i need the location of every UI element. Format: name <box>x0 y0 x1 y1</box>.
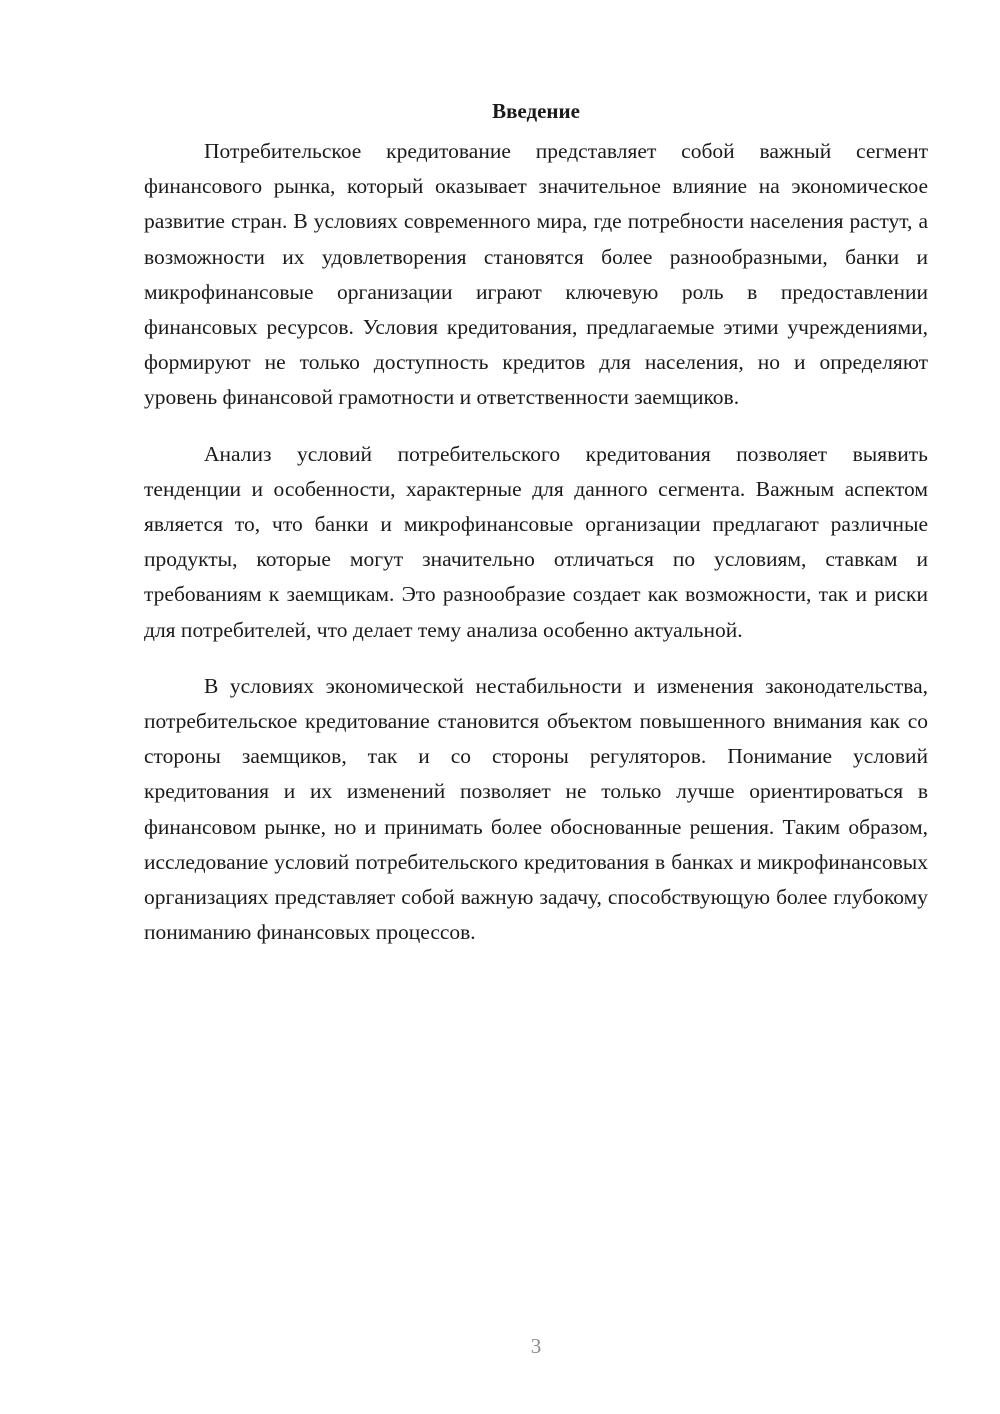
page-body <box>144 98 928 971</box>
paragraph-3: В условиях экономической нестабильности и изменения законодательства, потребительское кредитование становится объектом повышенного внимания как со стороны заемщиков, так и со стороны регуляторов. Понимание условий кредитования и их изменений позволяет не только лучше ориентироваться в финансовом рынке, но и принимать более обоснованные решения. Таким образом, исследование условий потребительского кредитования в банках и микрофинансовых организациях представляет собой важную задачу, способствующую более глубокому пониманию финансовых процессов. <box>144 673 928 945</box>
paragraph-2: Анализ условий потребительского кредитования позволяет выявить тенденции и особенности, характерные для данного сегмента. Важным аспектом является то, что банки и микрофинансовые организации предлагают различные продукты, которые могут значительно отличаться по условиям, ставкам и требованиям к заемщикам. Это разнообразие создает как возможности, так и риски для потребителей, что делает тему анализа особенно актуальной. <box>144 441 928 642</box>
section-title: Введение <box>492 99 580 123</box>
page-number: 3 <box>530 1334 542 1358</box>
paragraph-1: Потребительское кредитование представляет собой важный сегмент финансового рынка, который оказывает значительное влияние на экономическое развитие стран. В условиях современного мира, где потребности населения растут, а возможности их удовлетворения становятся более разнообразными, банки и микрофинансовые организации играют ключевую роль в предоставлении финансовых ресурсов. Условия кредитования, предлагаемые этими учреждениями, формируют не только доступность кредитов для населения, но и определяют уровень финансовой грамотности и ответственности заемщиков. <box>144 139 928 410</box>
